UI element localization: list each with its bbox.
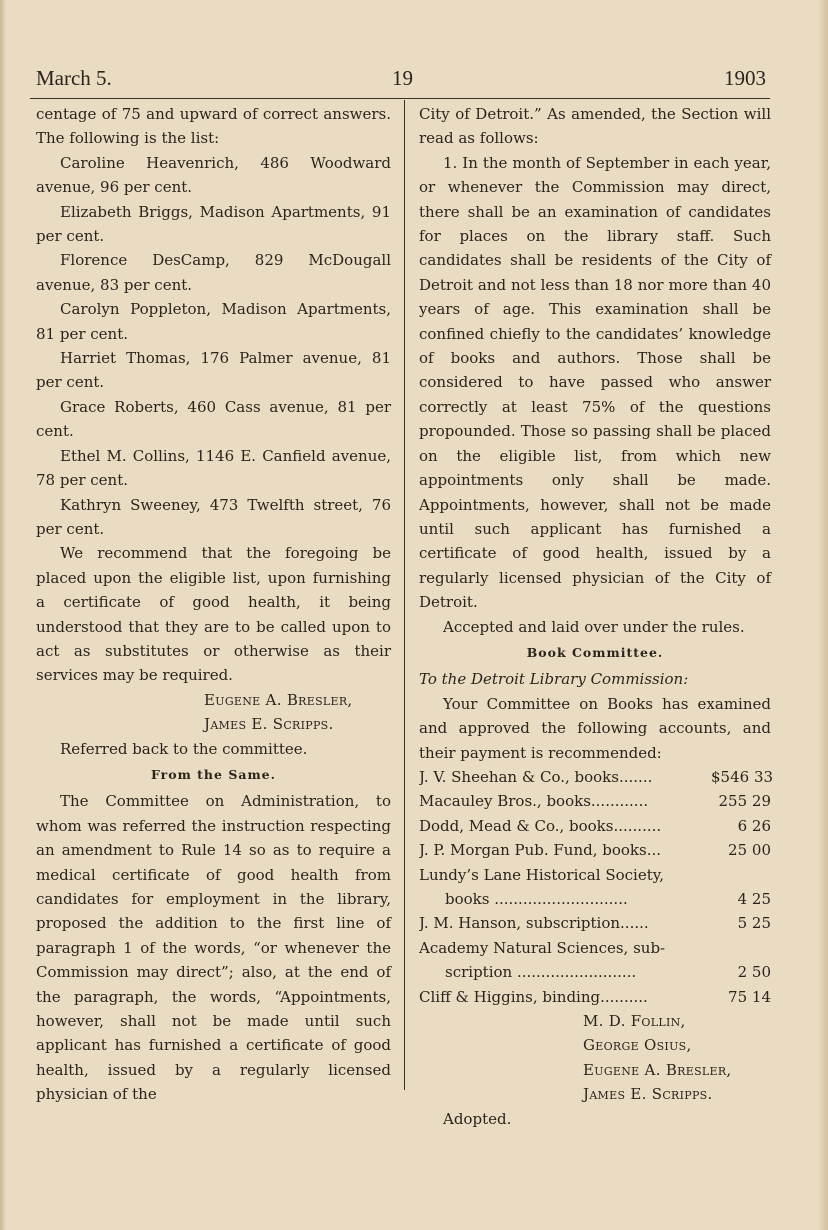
account-row — [419, 887, 771, 911]
account-amount: 5 25 — [737, 914, 771, 933]
recommendation-paragraph: We recommend that the foregoing be placed upon the eligible list, upon furnishing a certificate of good health, it being understood that they are to be called upon to act as substitutes or otherwise as their services may be required. — [36, 544, 391, 685]
account-name: Macauley Bros., books............ — [419, 792, 649, 811]
account-row — [419, 838, 771, 862]
list-item: Ethel M. Collins, 1146 E. Canfield avenue, 78 per cent. — [36, 446, 391, 490]
signature-line: George Osius, — [583, 1036, 692, 1055]
list-item: Florence DesCamp, 829 McDougall avenue, 83 per cent. — [36, 251, 391, 294]
account-amount: 6 26 — [737, 816, 771, 835]
account-name: Cliff & Higgins, binding.......... — [419, 987, 648, 1006]
column-divider — [404, 100, 405, 1090]
signature-line: Eugene A. Bresler, — [204, 690, 353, 709]
page-header — [36, 66, 766, 94]
account-amount: $546 33 — [711, 767, 774, 786]
signature-line: James E. Scripps. — [204, 715, 334, 734]
account-name: J. V. Sheehan & Co., books....... — [419, 767, 653, 786]
account-row — [419, 789, 771, 813]
list-item: Harriet Thomas, 176 Palmer avenue, 81 per cent. — [36, 349, 391, 392]
list-item: Carolyn Poppleton, Madison Apartments, 81 per cent. — [36, 300, 391, 343]
page-edge-right — [818, 0, 828, 1230]
section-subhead: From the Same. — [151, 766, 276, 782]
account-row — [419, 985, 771, 1009]
header-year: 1903 — [724, 66, 766, 90]
list-item: Grace Roberts, 460 Cass avenue, 81 per cent. — [36, 397, 391, 441]
signature-line: Eugene A. Bresler, — [583, 1060, 732, 1079]
list-item: Elizabeth Briggs, Madison Apartments, 91 per cent. — [36, 202, 391, 246]
account-row — [419, 814, 771, 838]
referred-note: Referred back to the committee. — [60, 739, 308, 758]
account-amount: 2 50 — [737, 963, 771, 982]
account-row — [419, 960, 771, 984]
account-row — [419, 911, 771, 935]
continuation-paragraph: City of Detroit.” As amended, the Section will read as follows: — [419, 105, 771, 148]
adopted-note: Adopted. — [443, 1109, 512, 1128]
committee-paragraph: Your Committee on Books has examined and approved the following accounts, and their payment is recommended: — [419, 694, 771, 762]
account-name: J. P. Morgan Pub. Fund, books... — [419, 841, 662, 860]
administration-paragraph: The Committee on Administration, to whom was referred the instruction respecting an amendment to Rule 14 so as to require a medical certificate of good health from candidates for employment in the library, proposed the addition to the first line of paragraph 1 of the words, “or whenever the Commission may direct”; also, at the end of the paragraph, the words, “Appointments, however, shall not be made until such applicant has furnished a certificate of good health, issued by a regularly licensed physician of the — [36, 792, 391, 1104]
intro-paragraph: centage of 75 and upward of correct answers. The following is the list: — [36, 105, 391, 148]
rule-paragraph: 1. In the month of September in each year, or whenever the Commission may direct, there shall be an examination of candidates for places on the library staff. Such candidates shall be residents of the City of Detroit and not less than 18 nor more than 40 years of age. This examination shall be confined chiefly to the candidates’ knowledge of books and authors. Those shall be considered to have passed who answer correctly at least 75% of the questions propounded. Those so passing shall be placed on the eligible list, from which new appointments only shall be made. Appointments, however, shall not be made until such applicant has furnished a certificate of good health, issued by a regularly licensed physician of the City of Detroit. — [419, 153, 771, 612]
header-date: March 5. — [36, 66, 112, 90]
account-amount: 25 00 — [728, 841, 771, 860]
accepted-note: Accepted and laid over under the rules. — [443, 617, 745, 636]
list-item: Caroline Heavenrich, 486 Woodward avenue, 96 per cent. — [36, 153, 391, 197]
signature-line: M. D. Follin, — [583, 1012, 686, 1031]
header-page-number: 19 — [392, 66, 413, 90]
account-amount: 75 14 — [728, 987, 771, 1006]
header-rule — [30, 98, 770, 99]
signature-line: James E. Scripps. — [583, 1085, 713, 1104]
list-item: Kathryn Sweeney, 473 Twelfth street, 76 per cent. — [36, 495, 391, 538]
account-name: books ............................ — [445, 890, 628, 908]
account-amount: 255 29 — [718, 792, 771, 811]
right-column — [419, 102, 774, 1131]
account-name: scription ......................... — [445, 963, 637, 982]
left-column — [36, 102, 391, 1107]
account-row — [419, 765, 774, 789]
account-name: J. M. Hanson, subscription...... — [419, 914, 649, 933]
account-amount: 4 25 — [737, 890, 771, 908]
account-name: Academy Natural Sciences, sub- — [419, 938, 666, 957]
account-name: Lundy’s Lane Historical Society, — [419, 865, 664, 884]
page-edge-left — [0, 0, 6, 1230]
salutation: To the Detroit Library Commission: — [419, 670, 689, 689]
section-subhead: Book Committee. — [526, 644, 664, 660]
account-name: Dodd, Mead & Co., books.......... — [419, 816, 662, 835]
